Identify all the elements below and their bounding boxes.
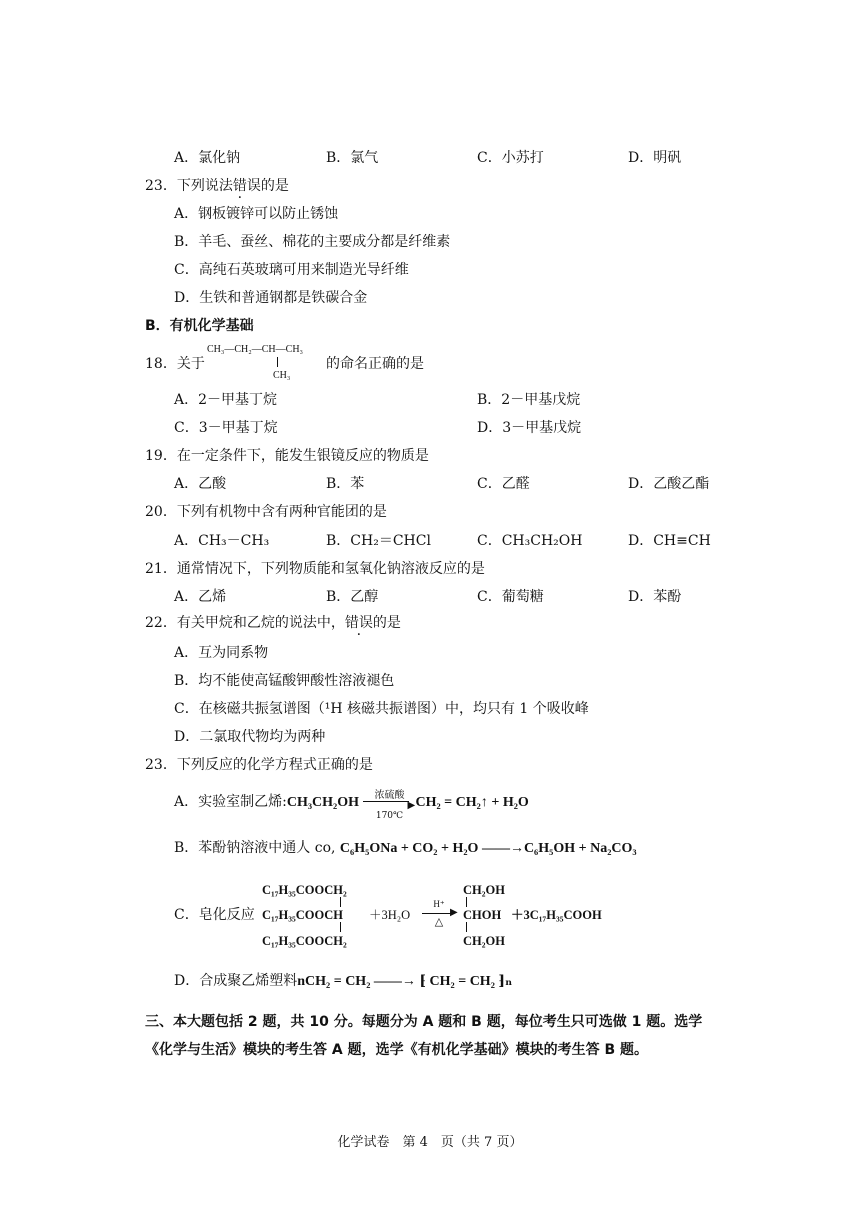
q23b-option-d: D．合成聚乙烯塑料nCH₂ = CH₂ ——→ ⁅ CH₂ = CH₂ ⁆ₙ xyxy=(174,973,513,989)
q20-option-b: B．CH₂＝CHCl xyxy=(326,533,431,549)
q23b-c-glycerol-bond2 xyxy=(466,922,467,932)
q18-structure-main: CH₃—CH₂—CH—CH₃ xyxy=(207,344,304,355)
q23b-c-water: ＋3H₂O xyxy=(369,908,411,922)
q19-option-c: C．乙醛 xyxy=(477,476,530,492)
q23b-c-glycerol-line2: CHOH xyxy=(463,908,502,922)
q18-option-a: A．2－甲基丁烷 xyxy=(174,392,278,408)
q18-option-d: D．3－甲基戊烷 xyxy=(477,420,582,436)
q20-option-d: D．CH≡CH xyxy=(628,533,711,549)
q23a-option-c: C．高纯石英玻璃可用来制造光导纤维 xyxy=(174,262,409,278)
q23b-c-fatty-acid: ＋3C₁₇H₃₅COOH xyxy=(511,908,602,922)
q23b-c-ester-line2: C₁₇H₃₅COOCH xyxy=(262,908,343,922)
q18-stem-after: 的命名正确的是 xyxy=(326,356,424,372)
q23a-option-b: B．羊毛、蚕丝、棉花的主要成分都是纤维素 xyxy=(174,234,451,250)
q21-option-c: C．葡萄糖 xyxy=(477,589,544,605)
q23b-c-glycerol-line3: CH₂OH xyxy=(463,934,505,948)
q23b-c-ester-line3: C₁₇H₃₅COOCH₂ xyxy=(262,934,347,948)
q19-option-a: A．乙酸 xyxy=(174,476,227,492)
q23b-a-product: CH₂ = CH₂↑ + H₂O xyxy=(415,795,529,810)
q22b-stem: 22．有关甲烷和乙烷的说法中，错误的是 xyxy=(145,615,401,631)
q23b-option-b: B．苯酚钠溶液中通人 co, C₆H₅ONa + CO₂ + H₂O ——→C₆H₅OH + Na₂CO₃ xyxy=(174,840,637,856)
q22b-option-c: C．在核磁共振氢谱图（¹H 核磁共振谱图）中，均只有 1 个吸收峰 xyxy=(174,701,589,717)
q23b-a-reactant: CH₃CH₂OH xyxy=(286,795,360,810)
q22a-option-a: A．氯化钠 xyxy=(174,150,241,166)
q19-stem: 19．在一定条件下，能发生银镜反应的物质是 xyxy=(145,448,429,464)
q18-structure-bond xyxy=(277,357,278,367)
section-b-title: B．有机化学基础 xyxy=(145,318,254,334)
q23b-c-ester-bond1 xyxy=(340,897,341,907)
q21-option-b: B．乙醇 xyxy=(326,589,379,605)
q23b-a-arrow: 浓硫酸 ▶ 170℃ xyxy=(363,792,415,812)
q23a-option-a: A．钢板镀锌可以防止锈蚀 xyxy=(174,206,339,222)
q23b-c-glycerol-line1: CH₂OH xyxy=(463,883,505,897)
q23b-d-equation: nCH₂ = CH₂ ——→ ⁅ CH₂ = CH₂ ⁆ₙ xyxy=(297,974,513,989)
q22b-option-d: D．二氯取代物均为两种 xyxy=(174,729,326,745)
q22b-option-b: B．均不能使高锰酸钾酸性溶液褪色 xyxy=(174,673,395,689)
q23b-c-ester-bond2 xyxy=(340,922,341,932)
q18-option-c: C．3－甲基丁烷 xyxy=(174,420,278,436)
q20-option-c: C．CH₃CH₂OH xyxy=(477,533,583,549)
q20-option-a: A．CH₃－CH₃ xyxy=(174,533,270,549)
q22a-option-b: B．氯气 xyxy=(326,150,379,166)
q23b-c-arrow: H⁺ ▶ △ xyxy=(420,899,458,929)
q22a-option-c: C．小苏打 xyxy=(477,150,544,166)
q23b-c-ester-line1: C₁₇H₃₅COOCH₂ xyxy=(262,883,347,897)
q23a-stem: 23．下列说法错误的是 xyxy=(145,178,289,194)
section3-line1: 三、本大题包括 2 题，共 10 分。每题分为 A 题和 B 题，每位考生只可选做 1 题。选学 xyxy=(145,1014,703,1030)
q22a-option-d: D．明矾 xyxy=(628,150,682,166)
q20-stem: 20．下列有机物中含有两种官能团的是 xyxy=(145,504,387,520)
page-footer: 化学试卷 第 4 页（共 7 页） xyxy=(337,1135,523,1150)
q18-option-b: B．2－甲基戊烷 xyxy=(477,392,581,408)
q19-option-d: D．乙酸乙酯 xyxy=(628,476,710,492)
q21-option-d: D．苯酚 xyxy=(628,589,682,605)
q23b-b-equation: C₆H₅ONa + CO₂ + H₂O ——→C₆H₅OH + Na₂CO₃ xyxy=(339,841,637,856)
q23b-stem: 23．下列反应的化学方程式正确的是 xyxy=(145,757,373,773)
q21-option-a: A．乙烯 xyxy=(174,589,227,605)
q23b-option-c-label: C．皂化反应 xyxy=(174,907,255,923)
q21-stem: 21．通常情况下，下列物质能和氢氧化钠溶液反应的是 xyxy=(145,561,485,577)
section3-line2: 《化学与生活》模块的考生答 A 题，选学《有机化学基础》模块的考生答 B 题。 xyxy=(145,1042,648,1058)
q19-option-b: B．苯 xyxy=(326,476,365,492)
q22b-option-a: A．互为同系物 xyxy=(174,645,269,661)
q23a-option-d: D．生铁和普通钢都是铁碳合金 xyxy=(174,290,368,306)
q18-structure-branch: CH₃ xyxy=(273,370,291,381)
q23b-c-glycerol-bond1 xyxy=(466,897,467,907)
q23b-option-a: A．实验室制乙烯:CH₃CH₂OH 浓硫酸 ▶ 170℃ CH₂ = CH₂↑ + H₂O xyxy=(174,790,529,821)
q18-stem-before: 18．关于 xyxy=(145,356,205,372)
